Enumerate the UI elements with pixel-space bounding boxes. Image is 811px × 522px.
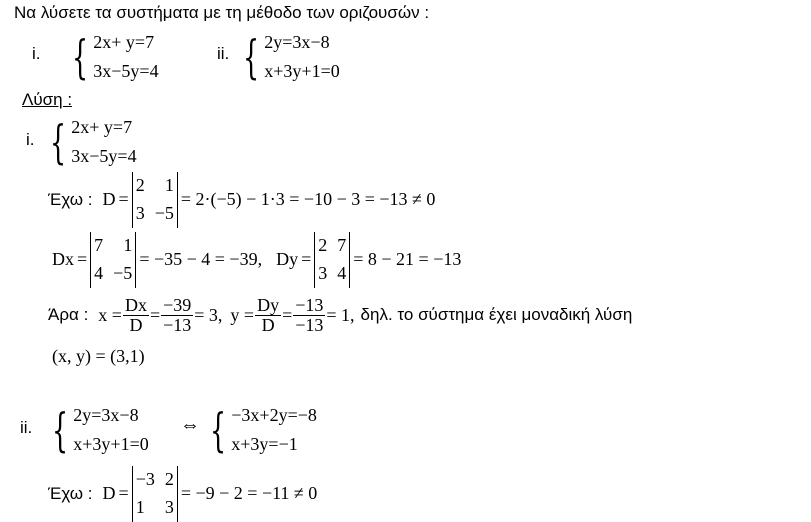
dy-symbol: Dy: [276, 249, 299, 270]
solution-i-system: [50, 113, 137, 171]
ara-line: Άρα : x = $\frac{Dx}{D}$ = $\frac{-39}{-13}$ = 3, y = $\frac{Dy}{D}$ = $\frac{-13}{-13}$ = 1, δηλ. το σύστημα έχει μοναδική λύση: [48, 295, 633, 335]
solution-ii-eq2: x+3y+1=0: [73, 433, 149, 454]
problem-ii-eq2: x+3y+1=0: [264, 60, 340, 81]
conclusion-text: δηλ. το σύστημα έχει μοναδική λύση: [360, 305, 633, 325]
solution-i-eq2: 3x−5y=4: [71, 145, 137, 166]
y-fraction-2: $\frac{-13}{-13}$: [295, 295, 324, 335]
exo-label: Έχω :: [48, 189, 93, 209]
ara-label: Άρα :: [48, 305, 89, 325]
problem-ii-label: ii.: [217, 44, 230, 63]
problem-ii-eq1: 2y=3x−8: [264, 32, 330, 52]
d-ii-line: Έχω : D = −3 2 1 3 = −9 − 2 = −11 ≠ 0: [48, 466, 317, 522]
y-fraction-1: $\frac{Dy}{D}$: [257, 295, 280, 335]
d-matrix: 2 1 3 −5: [132, 172, 178, 228]
dx-matrix: 7 1 4 −5: [90, 232, 136, 288]
brace-icon: {: [72, 29, 89, 84]
x-equals: x =: [98, 304, 122, 325]
brace-icon: {: [243, 29, 260, 84]
d-ii-result: = −9 − 2 = −11 ≠ 0: [180, 483, 318, 504]
dx-result: = −35 − 4 = −39,: [139, 249, 263, 270]
solution-ii-eq1: 2y=3x−8: [73, 405, 139, 425]
problem-i-eq1: 2x+ y=7: [93, 32, 155, 52]
solution-i-label: i.: [26, 130, 35, 149]
solution-i-eq1: 2x+ y=7: [71, 117, 133, 137]
dx-symbol: Dx: [52, 249, 74, 270]
y-equals: y =: [230, 304, 255, 325]
dy-result: = 8 − 21 = −13: [353, 249, 462, 270]
d-line: Έχω : D = 2 1 3 −5 = 2·(−5) − 1·3 = −10 − 3 = −13 ≠ 0: [48, 172, 435, 228]
problem-ii-system: [243, 28, 340, 86]
d-symbol: D: [102, 189, 116, 210]
solution-ii-eq4: x+3y=−1: [231, 433, 298, 454]
problem-i-system: [72, 28, 159, 86]
header-text: Να λύσετε τα συστήματα με τη μέθοδο των οριζουσών :: [14, 3, 430, 22]
brace-icon: {: [52, 402, 69, 457]
solution-ii-eq3: −3x+2y=−8: [231, 405, 317, 425]
d-ii-matrix: −3 2 1 3: [132, 466, 178, 522]
x-value: = 3,: [194, 304, 223, 325]
brace-icon: {: [210, 402, 227, 457]
d-result: = 2·(−5) − 1·3 = −10 − 3 = −13 ≠ 0: [180, 189, 436, 210]
solution-ii-system-b: [210, 401, 317, 459]
exo-ii-label: Έχω :: [48, 483, 93, 503]
x-fraction-1: $\frac{Dx}{D}$: [124, 295, 147, 335]
d-ii-symbol: D: [102, 483, 116, 504]
solution-ii-label: ii.: [20, 418, 33, 437]
dx-dy-line: Dx = 7 1 4 −5 = −35 − 4 = −39, Dy = 2 7 3 4 = 8 − 21 = −13: [52, 232, 461, 288]
y-value: = 1,: [326, 304, 355, 325]
x-fraction-2: $\frac{-39}{-13}$: [163, 295, 192, 335]
brace-icon: {: [50, 114, 67, 169]
solution-pair: (x, y) = (3,1): [52, 346, 145, 366]
solution-title: Λύση :: [22, 90, 73, 109]
iff-icon: ⇔: [180, 414, 200, 436]
solution-ii-system-a: [52, 401, 149, 459]
problem-i-eq2: 3x−5y=4: [93, 60, 159, 81]
problem-i-label: i.: [32, 44, 41, 63]
dy-matrix: 2 7 3 4: [314, 232, 350, 288]
